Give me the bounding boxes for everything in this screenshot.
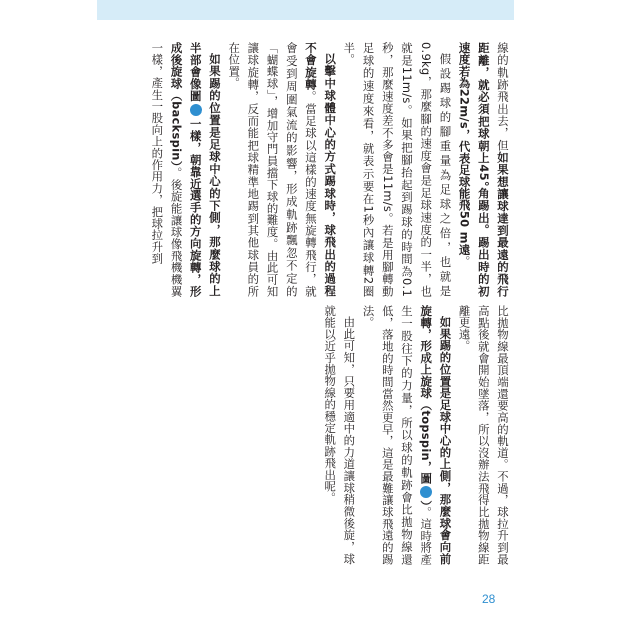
body-text: 。後旋能讓球像飛機機翼一樣，產生一股向上的作用力，把球拉升到 <box>150 42 184 298</box>
paragraph <box>454 42 512 297</box>
body-text: 假設踢球的腳重量為足球之倍，也就是0.9kg，那麼腳的速度會是足球速度的一半，也就是11m/s。如果把腳抬起到踢球的時間為0.1秒，那麼速度差不多會是11m/s。若是用腳轉動足球的速度來看，就表示要在1秒內讓球轉2圈半。 <box>342 42 453 297</box>
paragraph <box>320 305 358 565</box>
body-text: 。這時將產生一股往下的力量，所以球的軌跡會比拋物線還低，落地的時間當然更早，這是最難讓球飛遠的踢法。 <box>361 305 434 566</box>
body-text: 線的軌跡飛出去，但 <box>496 42 510 152</box>
figure-reference-badge: 2 <box>190 104 202 116</box>
upper-text-column <box>117 42 512 297</box>
paragraph <box>454 305 512 565</box>
paragraph <box>147 42 224 297</box>
bold-text: 如果踢的位置是足球中心的上側，那麼球會向前旋轉，形成上旋球（topspin，圖 <box>419 305 453 565</box>
paragraph <box>358 305 454 565</box>
body-text: 。 <box>457 255 472 268</box>
page-number: 28 <box>482 592 496 606</box>
header-band <box>97 0 514 20</box>
bold-text: 一樣，朝靠近選手的方向旋轉，形成後旋球（backspin） <box>169 42 203 297</box>
paragraph <box>224 42 339 297</box>
figure-reference-badge: 2 <box>420 486 432 498</box>
bold-text: 如果踢的位置是足球中心的下側，那麼球的上半部會像圖 <box>188 42 222 297</box>
body-text: 比拋物線最頂端還要高的軌道。不過，球拉升到最高點後就會開始墜落，所以沒辦法飛得比拋物線距離更遠。 <box>457 305 510 565</box>
bold-text: ） <box>419 500 434 507</box>
bold-text: 以擊中球體中心的方式踢球時，球飛出的過程不會旋轉 <box>303 42 338 297</box>
paragraph <box>339 42 454 297</box>
bold-text: 如果想讓球達到最遠的飛行距離，就必須把球朝上45°角踢出。踢出時的初速度若為22m/s，代表足球能飛50 m遠 <box>457 42 510 297</box>
lower-text-column <box>117 305 512 565</box>
body-text: 由此可知，只要用適中的力道讓球稍微後旋，球就能以近乎拋物線的穩定軌跡飛出呢。 <box>323 305 357 565</box>
body-text: 。當足球以這樣的速度無旋轉飛行，就會受到周圍氣流的影響，形成軌跡飄忽不定的「蝴蝶球」，增加守門員擋下球的難度。由此可知讓球旋轉，反而能把球精準地踢到其他球員的所在位置。 <box>227 42 318 297</box>
